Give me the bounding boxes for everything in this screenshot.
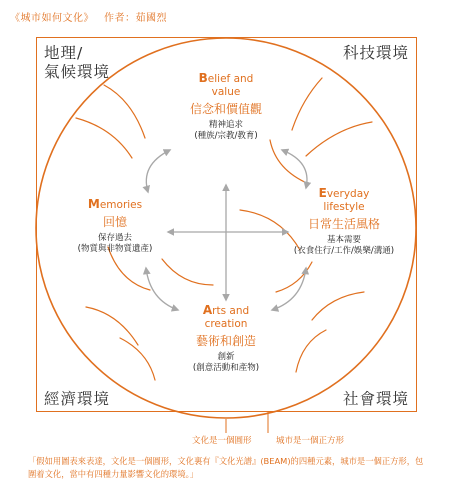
memories-chinese: 回憶 xyxy=(102,215,127,229)
belief-initial: B xyxy=(198,71,208,85)
node-arts xyxy=(166,304,286,374)
node-everyday xyxy=(276,187,412,257)
node-belief xyxy=(166,72,286,142)
everyday-chinese: 日常生活風格 xyxy=(307,217,380,231)
corner-society: 社會環境 xyxy=(343,390,410,408)
belief-description: 精神追求 (種族/宗教/教育) xyxy=(194,120,258,141)
footnote: 「假如用圖表來表達，文化是一個圓形，文化裏有『文化光譜』(BEAM)的四種元素，城市是一個正方形，包圍着文化，當中有四種力量影響文化的環境。」 xyxy=(28,456,424,479)
arrow-belief-memories xyxy=(146,150,170,192)
curve-top-right-1 xyxy=(292,78,322,130)
curve-mid-right-1 xyxy=(270,140,309,184)
memories-initial: M xyxy=(87,197,100,211)
corner-geography-climate: 地理/ 氣候環境 xyxy=(44,44,111,81)
belief-english: elief and value xyxy=(207,73,254,98)
corner-economy: 經濟環境 xyxy=(44,390,111,408)
arts-english: rts and creation xyxy=(204,305,250,330)
arts-initial: A xyxy=(202,303,213,317)
curve-bottom-left-1 xyxy=(86,307,138,345)
everyday-initial: E xyxy=(318,186,327,200)
everyday-english: veryday lifestyle xyxy=(323,188,370,213)
memories-english: emories xyxy=(99,199,143,211)
legend-square-label: 城市是一個正方形 xyxy=(276,436,345,446)
curve-top-right-2 xyxy=(306,122,372,156)
curve-bottom-right-1 xyxy=(276,262,312,292)
curve-lower-right xyxy=(296,330,326,372)
everyday-description: 基本需要 (衣食住行/工作/娛樂/溝通) xyxy=(293,235,395,256)
book-title: 《城市如何文化》 xyxy=(10,13,94,24)
arts-chinese: 藝術和創造 xyxy=(195,334,256,348)
corner-technology: 科技環境 xyxy=(343,44,410,62)
curve-bottom-right-2 xyxy=(312,292,364,320)
curve-top-left-1 xyxy=(104,85,145,138)
curve-top-left-2 xyxy=(76,118,132,158)
belief-chinese: 信念和價值觀 xyxy=(189,102,262,116)
arts-description: 創新 (創意活動和產物) xyxy=(192,352,260,373)
node-memories xyxy=(60,198,170,255)
curve-mid-left-2 xyxy=(162,259,213,285)
author-label: 作者：茹國烈 xyxy=(104,13,167,24)
memories-description: 保存過去 (物質與非物質遺產) xyxy=(77,233,153,254)
legend-circle-label: 文化是一個圓形 xyxy=(192,436,252,446)
